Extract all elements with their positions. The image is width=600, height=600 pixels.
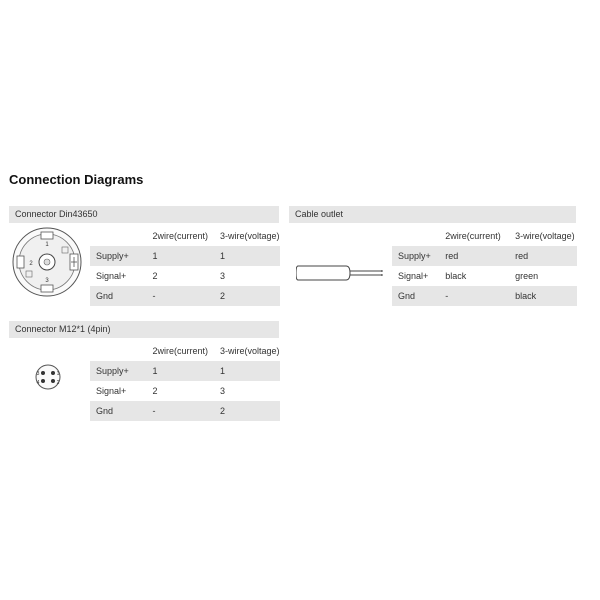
table-row: [90, 401, 280, 421]
table-row: [392, 266, 577, 286]
m12-pin-label-2: 2: [56, 380, 60, 386]
din-pin-label-1: 1: [45, 242, 49, 248]
cable-row-three-wire: red: [509, 246, 577, 266]
m12-pin-dot: [51, 371, 55, 375]
m12-pin-dot: [41, 371, 45, 375]
m12-row-name: Supply+: [90, 361, 147, 381]
din-row-name: Signal+: [90, 266, 147, 286]
m12-row-two-wire: 1: [147, 361, 215, 381]
cable-table: [392, 226, 577, 306]
din-left-key: [17, 256, 24, 268]
table-row: [90, 381, 280, 401]
page-title: Connection Diagrams: [9, 172, 144, 187]
m12-pin-label-4: 4: [36, 380, 40, 386]
table-row: [90, 286, 280, 306]
cable-diagram: [296, 262, 386, 284]
cable-row-three-wire: green: [509, 266, 577, 286]
m12-row-three-wire: 3: [214, 381, 280, 401]
din-connector-diagram: [11, 226, 83, 298]
m12-row-name: Gnd: [90, 401, 147, 421]
din-section-heading: Connector Din43650: [9, 206, 279, 223]
m12-section-heading: Connector M12*1 (4pin): [9, 321, 279, 338]
din-row-name: Supply+: [90, 246, 147, 266]
cable-row-two-wire: red: [439, 246, 509, 266]
cable-table-header: [392, 226, 577, 246]
m12-row-three-wire: 1: [214, 361, 280, 381]
cable-sheath: [296, 266, 350, 280]
din-pin-label-3: 3: [45, 278, 49, 284]
din-top-key: [41, 232, 53, 239]
din-col-header-0: [90, 226, 147, 246]
m12-pin-dot: [51, 379, 55, 383]
table-row: [392, 246, 577, 266]
cable-row-name: Supply+: [392, 246, 439, 266]
m12-row-name: Signal+: [90, 381, 147, 401]
cable-row-two-wire: black: [439, 266, 509, 286]
din-row-two-wire: 1: [147, 246, 215, 266]
cable-row-name: Gnd: [392, 286, 439, 306]
m12-col-header-1: 2wire(current): [147, 341, 215, 361]
cable-row-name: Signal+: [392, 266, 439, 286]
m12-pin-label-3: 3: [36, 371, 40, 377]
m12-table: [90, 341, 280, 421]
m12-col-header-2: 3-wire(voltage): [214, 341, 280, 361]
m12-pin-label-1: 1: [56, 371, 60, 377]
din-table: [90, 226, 280, 306]
m12-connector-diagram: [33, 363, 63, 391]
din-row-two-wire: 2: [147, 266, 215, 286]
din-bottom-key: [41, 285, 53, 292]
m12-pin-dot: [41, 379, 45, 383]
cable-row-three-wire: black: [509, 286, 577, 306]
m12-row-three-wire: 2: [214, 401, 280, 421]
m12-row-two-wire: 2: [147, 381, 215, 401]
cable-section-heading: Cable outlet: [289, 206, 576, 223]
m12-col-header-0: [90, 341, 147, 361]
din-pin-label-2: 2: [29, 261, 33, 267]
cable-col-header-0: [392, 226, 439, 246]
m12-row-two-wire: -: [147, 401, 215, 421]
table-row: [90, 266, 280, 286]
cable-col-header-2: 3-wire(voltage): [509, 226, 577, 246]
din-col-header-2: 3-wire(voltage): [214, 226, 280, 246]
table-row: [90, 246, 280, 266]
cable-col-header-1: 2wire(current): [439, 226, 509, 246]
din-row-three-wire: 3: [214, 266, 280, 286]
table-row: [392, 286, 577, 306]
din-row-two-wire: -: [147, 286, 215, 306]
din-row-three-wire: 2: [214, 286, 280, 306]
m12-table-header: [90, 341, 280, 361]
din-table-header: [90, 226, 280, 246]
din-col-header-1: 2wire(current): [147, 226, 215, 246]
din-row-three-wire: 1: [214, 246, 280, 266]
cable-row-two-wire: -: [439, 286, 509, 306]
table-row: [90, 361, 280, 381]
din-row-name: Gnd: [90, 286, 147, 306]
